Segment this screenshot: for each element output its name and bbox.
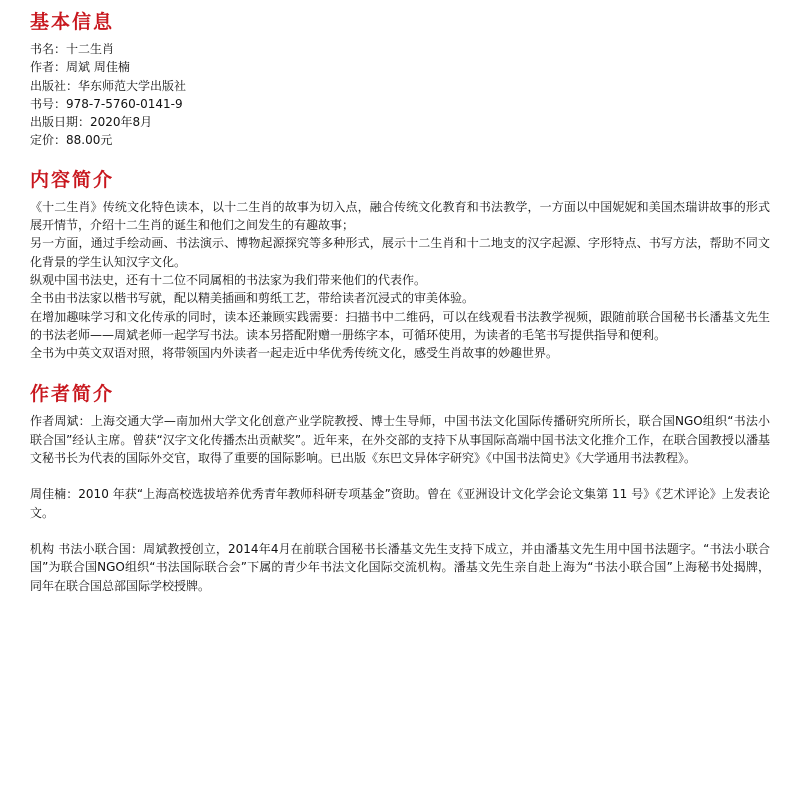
intro-paragraph: 全书由书法家以楷书写就，配以精美插画和剪纸工艺，带给读者沉浸式的审美体验。	[30, 291, 475, 306]
author-paragraph: 周佳楠：2010 年获“上海高校选拔培养优秀青年教师科研专项基金”资助。曾在《亚洲设计文化学会论文集第 11 号》《艺术评论》上发表论文。	[30, 487, 770, 520]
content-intro-title: 内容简介	[30, 168, 115, 191]
publisher-line: 出版社：华东师范大学出版社	[30, 78, 187, 93]
paragraph-spacer	[30, 522, 770, 540]
intro-paragraph: 在增加趣味学习和文化传承的同时，读本还兼顾实践需要：扫描书中二维码，可以在线观看书法教学视频，跟随前联合国秘书长潘基文先生的书法老师——周斌老师一起学写书法。读本另搭配附赠一册练字本，可循环使用，为读者的毛笔书写提供指导和便利。	[30, 309, 770, 342]
author-paragraph: 作者周斌：上海交通大学—南加州大学文化创意产业学院教授、博士生导师，中国书法文化国际传播研究所所长，联合国NGO组织“书法小联合国”经认主席。曾获“汉字文化传播杰出贡献奖”。近年来，在外交部的支持下从事国际高端中国书法文化推介工作，在联合国教授以潘基文秘书长为代表的国际外交官，取得了重要的国际影响。已出版《东巴文异体字研究》《中国书法简史》《大学通用书法教程》。	[30, 414, 770, 466]
author-intro-title: 作者简介	[30, 383, 115, 406]
isbn-line: 书号：978-7-5760-0141-9	[30, 96, 183, 111]
intro-paragraph: 纵观中国书法史，还有十二位不同属相的书法家为我们带来他们的代表作。	[30, 272, 427, 287]
basic-info-section	[30, 10, 770, 150]
content-intro-section	[30, 168, 770, 363]
author-intro-section	[30, 382, 770, 594]
basic-info-title: 基本信息	[30, 11, 115, 33]
intro-paragraph: 全书为中英文双语对照，将带领国内外读者一起走近中华优秀传统文化，感受生肖故事的妙趣世界。	[30, 346, 559, 361]
intro-paragraph: 《十二生肖》传统文化特色读本，以十二生肖的故事为切入点，融合传统文化教育和书法教学，一方面以中国妮妮和美国杰瑞讲故事的形式展开情节，介绍十二生肖的诞生和他们之间发生的有趣故事；	[30, 199, 770, 233]
price-line: 定价：88.00元	[30, 133, 113, 148]
paragraph-spacer	[30, 467, 770, 485]
pub-date-line: 出版日期：2020年8月	[30, 115, 153, 130]
intro-paragraph: 另一方面，通过手绘动画、书法演示、博物起源探究等多种形式，展示十二生肖和十二地支的汉字起源、字形特点、书写方法，帮助不同文化背景的学生认知汉字文化。	[30, 236, 770, 269]
authors-line: 作者：周斌 周佳楠	[30, 60, 130, 75]
organization-paragraph: 机构 书法小联合国：周斌教授创立，2014年4月在前联合国秘书长潘基文先生支持下成立，并由潘基文先生用中国书法题字。“书法小联合国”为联合国NGO组织“书法国际联合会”下属的青少年书法文化国际交流机构。潘基文先生亲自赴上海为“书法小联合国”上海秘书处揭牌，同年在联合国总部国际学校授牌。	[30, 541, 770, 593]
book-title-line: 书名：十二生肖	[30, 42, 115, 56]
